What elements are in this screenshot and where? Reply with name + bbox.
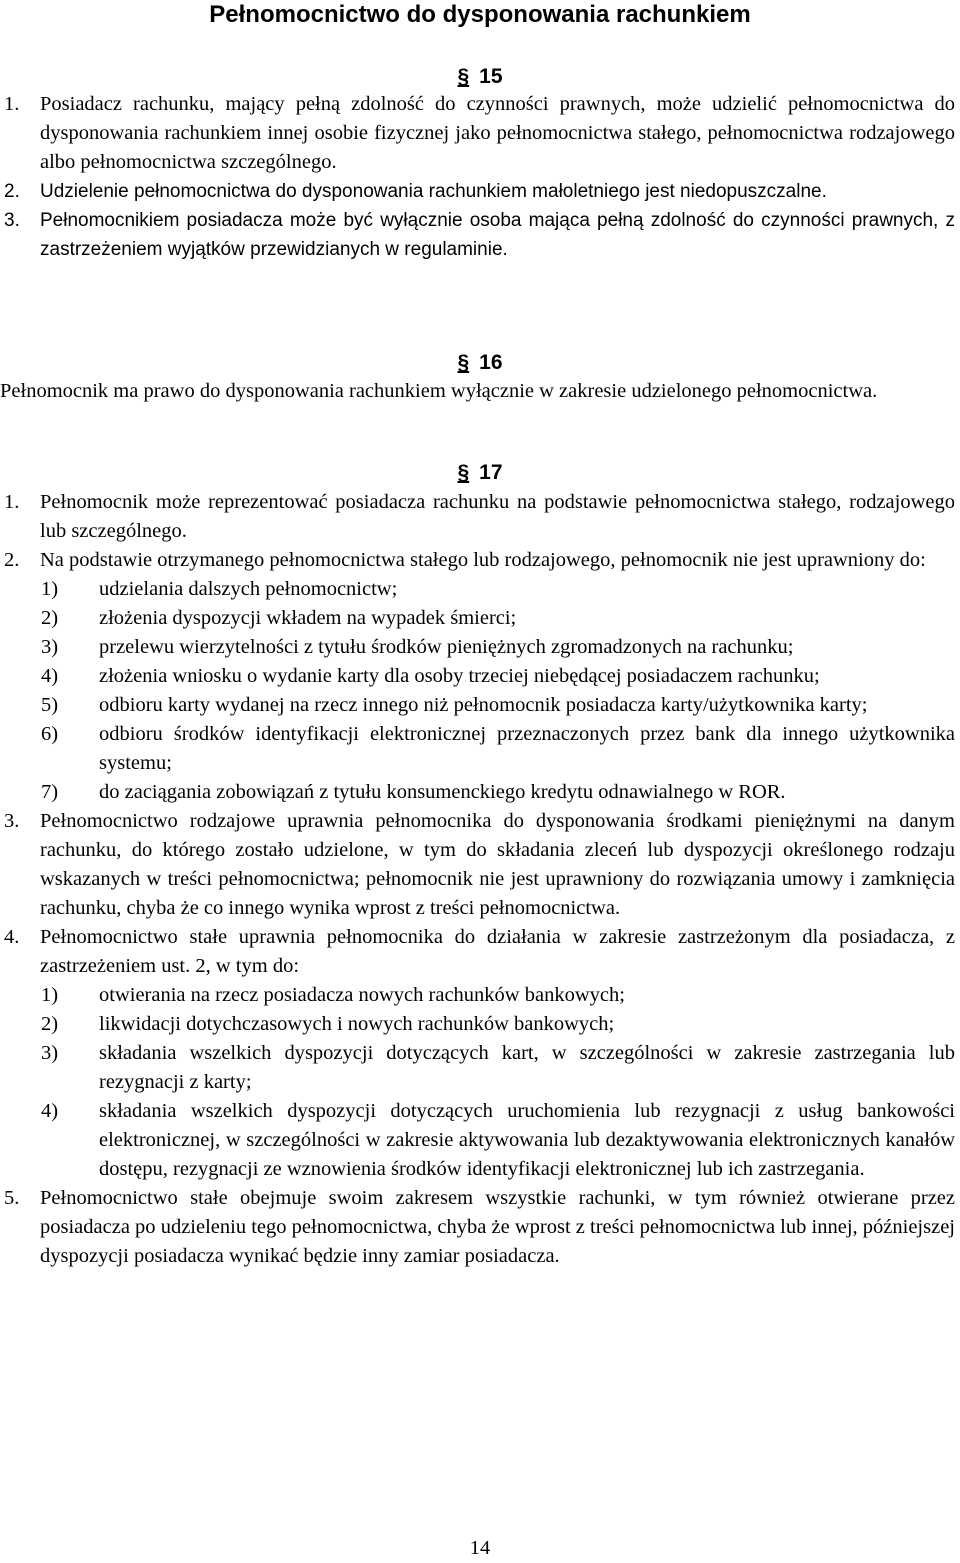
sub-list-item: [4, 1010, 955, 1039]
item-number: 2.: [4, 181, 20, 202]
list-item: [4, 206, 955, 264]
item-text: Pełnomocnictwo stałe obejmuje swoim zakresem wszystkie rachunki, w tym również otwierane przez posiadacza po udzieleniu tego pełnomocnictwa, chyba że wprost z treści pełnomocnictwa lub innej, późniejszej dyspozycji posiadacza wynikać będzie inny zamiar posiadacza.: [40, 1187, 955, 1267]
sub-list-item: [4, 981, 955, 1010]
sub-item-number: 3): [41, 1042, 59, 1064]
paragraph-text: Pełnomocnik ma prawo do dysponowania rachunkiem wyłącznie w zakresie udzielonego pełnomocnictwa.: [0, 380, 878, 402]
section-number: 16: [479, 351, 503, 374]
list-item: [4, 488, 955, 546]
item-text: Pełnomocnictwo rodzajowe uprawnia pełnomocnika do dysponowania środkami pieniężnymi na danym rachunku, do którego zostało udzielone, w tym do składania zleceń lub dyspozycji określonego rodzaju wskazanych w treści pełnomocnictwa; pełnomocnik nie jest uprawniony do rozwiązania umowy i zamknięcia rachunku, chyba że co innego wynika wprost z treści pełnomocnictwa.: [40, 810, 955, 919]
sub-item-text: złożenia dyspozycji wkładem na wypadek śmierci;: [99, 607, 517, 629]
sub-item-text: złożenia wniosku o wydanie karty dla osoby trzeciej niebędącej posiadaczem rachunku;: [99, 665, 820, 687]
sub-item-number: 2): [41, 607, 59, 629]
section-sign: §: [457, 461, 470, 484]
item-text: Posiadacz rachunku, mający pełną zdolność do czynności prawnych, może udzielić pełnomocnictwa do dysponowania rachunkiem innej osobie fizycznej jako pełnomocnictwa stałego, pełnomocnictwa rodzajowego albo pełnomocnictwa szczególnego.: [40, 93, 955, 173]
list-item: [4, 546, 955, 575]
sub-list-item: [4, 633, 955, 662]
section-16-body: [0, 377, 956, 406]
sub-list-item: [4, 778, 955, 807]
page-number: 14: [469, 1537, 491, 1559]
item-number: 3.: [4, 210, 20, 231]
section-17-body: [4, 488, 955, 1271]
sub-item-number: 6): [41, 723, 59, 745]
section-number: 17: [479, 461, 503, 484]
sub-item-text: udzielania dalszych pełnomocnictw;: [99, 578, 398, 600]
section-sign: §: [457, 351, 470, 374]
section-15-heading: [0, 62, 960, 91]
list-item: [4, 923, 955, 981]
sub-list-item: [4, 720, 955, 778]
section-15-body: [4, 90, 955, 264]
list-item: [4, 1184, 955, 1271]
sub-item-number: 4): [41, 1100, 59, 1122]
item-text: Udzielenie pełnomocnictwa do dysponowania rachunkiem małoletniego jest niedopuszczalne.: [40, 181, 827, 202]
sub-item-text: odbioru środków identyfikacji elektronicznej przeznaczonych przez bank dla innego użytkownika systemu;: [99, 723, 955, 774]
sub-item-number: 3): [41, 636, 59, 658]
sub-list-item: [4, 575, 955, 604]
section-17-heading: [0, 458, 960, 487]
list-item: [4, 807, 955, 923]
sub-list-item: [4, 604, 955, 633]
sub-item-text: do zaciągania zobowiązań z tytułu konsumenckiego kredytu odnawialnego w ROR.: [99, 781, 786, 803]
sub-item-number: 5): [41, 694, 59, 716]
section-16-heading: [0, 348, 960, 377]
sub-list-item: [4, 1097, 955, 1184]
sub-item-text: przelewu wierzytelności z tytułu środków pieniężnych zgromadzonych na rachunku;: [99, 636, 794, 658]
item-number: 1.: [4, 93, 20, 115]
sub-item-text: otwierania na rzecz posiadacza nowych rachunków bankowych;: [99, 984, 625, 1006]
sub-item-number: 2): [41, 1013, 59, 1035]
sub-item-number: 7): [41, 781, 59, 803]
sub-item-text: składania wszelkich dyspozycji dotyczących uruchomienia lub rezygnacji z usług bankowości elektronicznej, w szczególności w zakresie aktywowania lub dezaktywowania elektronicznych kanałów dostępu, rezygnacji ze wznowienia środków identyfikacji elektronicznej lub ich zastrzegania.: [99, 1100, 955, 1180]
sub-item-number: 1): [41, 984, 59, 1006]
sub-list-item: [4, 691, 955, 720]
sub-list-item: [4, 1039, 955, 1097]
sub-item-number: 4): [41, 665, 59, 687]
section-number: 15: [479, 65, 503, 88]
item-text: Pełnomocnictwo stałe uprawnia pełnomocnika do działania w zakresie zastrzeżonym dla posiadacza, z zastrzeżeniem ust. 2, w tym do:: [40, 926, 955, 977]
item-number: 4.: [4, 926, 20, 948]
sub-item-text: likwidacji dotychczasowych i nowych rachunków bankowych;: [99, 1013, 615, 1035]
list-item: [4, 177, 955, 206]
item-text: Pełnomocnik może reprezentować posiadacza rachunku na podstawie pełnomocnictwa stałego, rodzajowego lub szczególnego.: [40, 491, 955, 542]
sub-list-item: [4, 662, 955, 691]
item-number: 2.: [4, 549, 20, 571]
item-number: 5.: [4, 1187, 20, 1209]
item-number: 1.: [4, 491, 20, 513]
item-text: Pełnomocnikiem posiadacza może być wyłącznie osoba mająca pełną zdolność do czynności prawnych, z zastrzeżeniem wyjątków przewidzianych w regulaminie.: [40, 210, 955, 260]
item-number: 3.: [4, 810, 20, 832]
list-item: [4, 90, 955, 177]
item-text: Na podstawie otrzymanego pełnomocnictwa stałego lub rodzajowego, pełnomocnik nie jest uprawniony do:: [40, 549, 926, 571]
sub-item-number: 1): [41, 578, 59, 600]
sub-item-text: składania wszelkich dyspozycji dotyczących kart, w szczególności w zakresie zastrzegania lub rezygnacji z karty;: [99, 1042, 955, 1093]
sub-item-text: odbioru karty wydanej na rzecz innego niż pełnomocnik posiadacza karty/użytkownika karty;: [99, 694, 868, 716]
document-title: Pełnomocnictwo do dysponowania rachunkiem: [209, 1, 751, 28]
section-sign: §: [457, 65, 470, 88]
